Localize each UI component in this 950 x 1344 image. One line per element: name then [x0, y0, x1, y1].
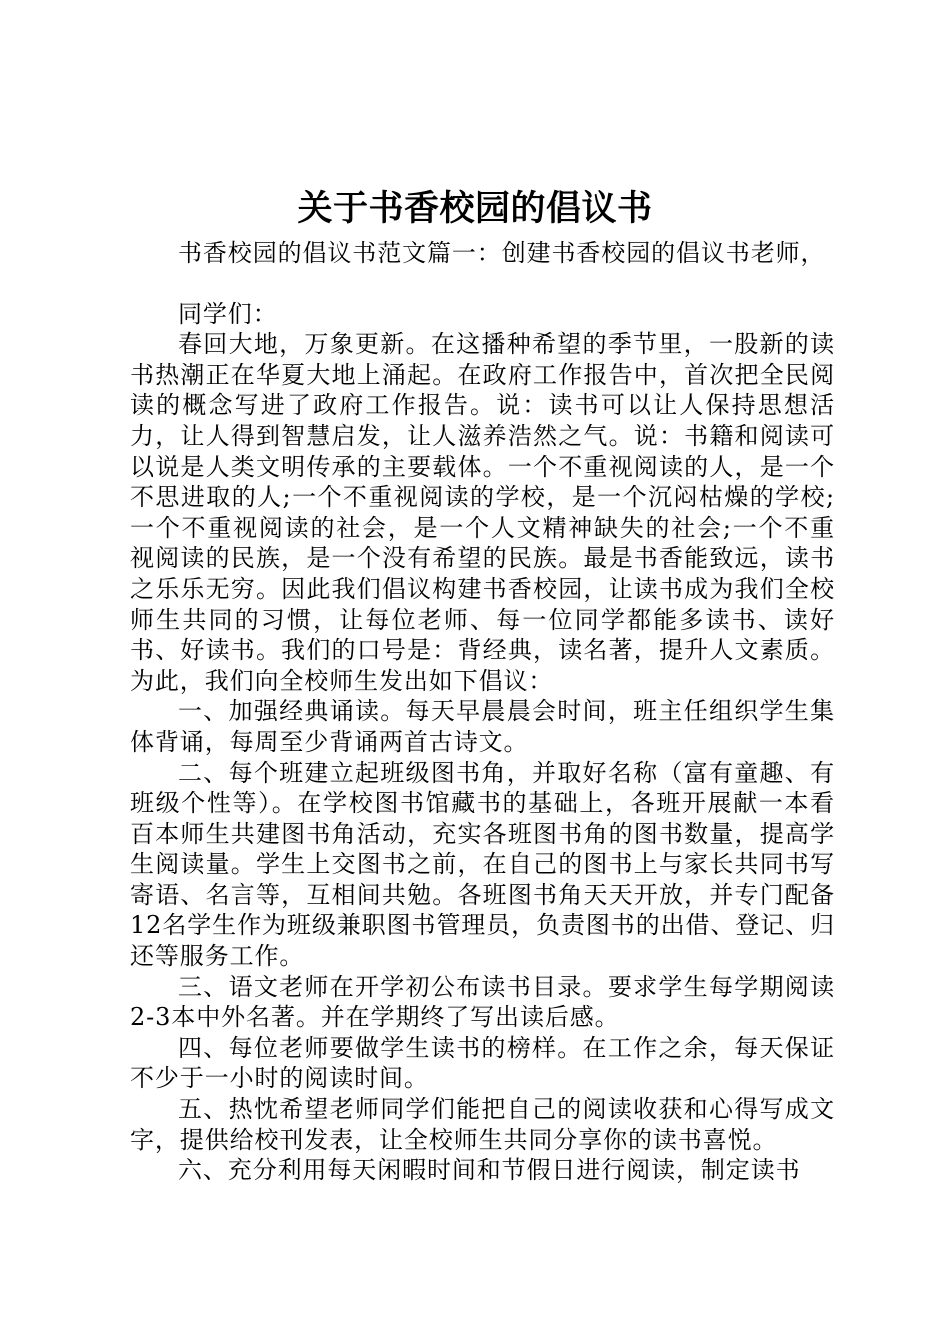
paragraph-item-2: 二、每个班建立起班级图书角，并取好名称（富有童趣、有班级个性等）。在学校图书馆藏书的基础上，各班开展献一本看百本师生共建图书角活动，充实各班图书角的图书数量，提高学生阅读量。学生上交图书之前，在自己的图书上与家长共同书写寄语、名言等，互相间共勉。各班图书角天天开放，并专门配备12名学生作为班级兼职图书管理员，负责图书的出借、登记、归还等服务工作。	[130, 758, 835, 971]
paragraph-item-3: 三、语文老师在开学初公布读书目录。要求学生每学期阅读2-3本中外名著。并在学期终了写出读后感。	[130, 972, 835, 1032]
paragraph-main: 春回大地，万象更新。在这播种希望的季节里，一股新的读书热潮正在华夏大地上涌起。在政府工作报告中，首次把全民阅读的概念写进了政府工作报告。说：读书可以让人保持思想活力，让人得到智慧启发，让人滋养浩然之气。说：书籍和阅读可以说是人类文明传承的主要载体。一个不重视阅读的人，是一个不思进取的人;一个不重视阅读的学校，是一个沉闷枯燥的学校;一个不重视阅读的社会，是一个人文精神缺失的社会;一个不重视阅读的民族，是一个没有希望的民族。最是书香能致远，读书之乐乐无穷。因此我们倡议构建书香校园，让读书成为我们全校师生共同的习惯，让每位老师、每一位同学都能多读书、读好书、好读书。我们的口号是：背经典，读名著，提升人文素质。为此，我们向全校师生发出如下倡议：	[130, 330, 835, 695]
paragraph-item-4: 四、每位老师要做学生读书的榜样。在工作之余，每天保证不少于一小时的阅读时间。	[130, 1033, 835, 1093]
paragraph-salutation: 同学们：	[178, 299, 278, 328]
paragraph-item-5: 五、热忱希望老师同学们能把自己的阅读收获和心得写成文字，提供给校刊发表，让全校师生共同分享你的读书喜悦。	[130, 1095, 835, 1154]
paragraph-intro: 书香校园的倡议书范文篇一：创建书香校园的倡议书老师，	[178, 239, 826, 267]
paragraph-item-6: 六、充分利用每天闲暇时间和节假日进行阅读，制定读书	[178, 1156, 801, 1185]
paragraph-item-1: 一、加强经典诵读。每天早晨晨会时间，班主任组织学生集体背诵，每周至少背诵两首古诗文。	[130, 697, 835, 756]
document-body	[130, 238, 835, 1186]
document-title: 关于书香校园的倡议书	[297, 189, 653, 229]
